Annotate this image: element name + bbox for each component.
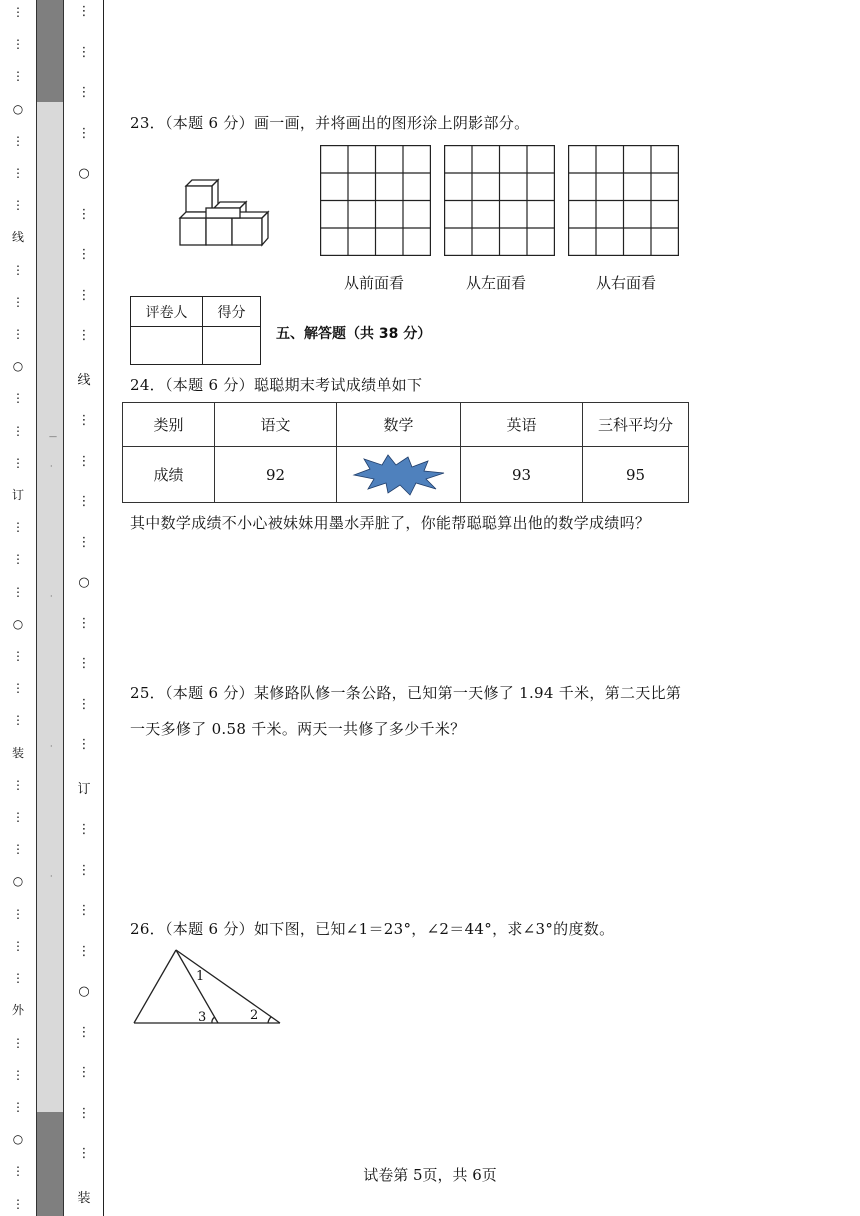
margin-glyph: ⋮ (12, 520, 24, 535)
grid-left-view[interactable] (444, 145, 555, 256)
header-category: 类别 (123, 403, 215, 447)
margin-glyph: ○ (78, 984, 90, 1000)
margin-glyph: ○ (78, 166, 90, 182)
triangle-figure (128, 944, 288, 1030)
margin-glyph: ⋮ (77, 44, 91, 60)
margin-glyph: 订 (77, 781, 91, 797)
margin-glyph: ⋮ (12, 327, 24, 342)
margin-glyph: ⋮ (77, 1105, 91, 1121)
score-cell[interactable] (203, 327, 261, 365)
margin-glyph: ⋮ (77, 453, 91, 469)
margin-glyph: ⋮ (77, 534, 91, 550)
margin-glyph: ⋮ (12, 906, 24, 921)
margin-glyph: ⋮ (77, 615, 91, 631)
margin-glyph: ⋮ (77, 656, 91, 672)
margin-glyph: ⋮ (77, 1146, 91, 1162)
margin-glyph: 订 (11, 488, 24, 503)
strip-mark: · (50, 462, 53, 471)
grid-right-view[interactable] (568, 145, 679, 256)
margin-glyph: ⋮ (12, 294, 24, 309)
caption-right-view: 从右面看 (596, 274, 657, 292)
page-footer: 试卷第 5页，共 6页 (363, 1166, 497, 1184)
margin-glyph: ⋮ (77, 85, 91, 101)
margin-glyph: ⋮ (12, 777, 24, 792)
header-english: 英语 (461, 403, 583, 447)
row-label-score: 成绩 (123, 447, 215, 503)
header-chinese: 语文 (215, 403, 337, 447)
margin-glyph: ⋮ (77, 328, 91, 344)
margin-glyph: ⋮ (12, 1067, 24, 1082)
angle-label-3: 3 (198, 1010, 207, 1025)
cube-figure (176, 178, 272, 248)
header-average: 三科平均分 (583, 403, 689, 447)
margin-glyph: ⋮ (77, 943, 91, 959)
margin-glyph: ⋮ (77, 1065, 91, 1081)
margin-glyph: ⋮ (77, 696, 91, 712)
margin-glyph: ⋮ (77, 1024, 91, 1040)
question-26-text: 26．（本题 6 分）如下图，已知∠1＝23°，∠2＝44°，求∠3°的度数。 (130, 920, 615, 938)
grader-score-box (130, 296, 261, 365)
angle-label-2: 2 (250, 1008, 259, 1023)
margin-glyph: 装 (11, 745, 24, 760)
margin-glyph: ⋮ (12, 1099, 24, 1114)
question-25-line2: 一天多修了 0.58 千米。两天一共修了多少千米？ (130, 720, 466, 738)
margin-glyph: ⋮ (12, 1164, 24, 1179)
margin-glyph: ⋮ (12, 262, 24, 277)
header-math: 数学 (337, 403, 461, 447)
margin-glyph: ⋮ (12, 423, 24, 438)
grader-header: 评卷人 (131, 297, 203, 327)
caption-front-view: 从前面看 (344, 274, 405, 292)
margin-glyph: ⋮ (12, 455, 24, 470)
strip-dark-top (37, 0, 63, 102)
inner-margin-glyphs (64, 0, 104, 1216)
margin-glyph: ⋮ (77, 125, 91, 141)
margin-glyph: 装 (77, 1190, 91, 1206)
binding-gray-strip (36, 0, 64, 1216)
margin-glyph: ⋮ (77, 247, 91, 263)
grid-front-view[interactable] (320, 145, 431, 256)
margin-glyph: ○ (12, 874, 24, 889)
margin-glyph: ⋮ (12, 649, 24, 664)
margin-glyph: ⋮ (77, 413, 91, 429)
margin-glyph: 线 (77, 372, 91, 388)
margin-glyph: ⋮ (12, 198, 24, 213)
question-23-text: 23．（本题 6 分）画一画，并将画出的图形涂上阴影部分。 (130, 114, 530, 132)
margin-glyph: ⋮ (12, 1035, 24, 1050)
margin-glyph: ⋮ (77, 206, 91, 222)
margin-glyph: ⋮ (77, 737, 91, 753)
score-english: 93 (461, 447, 583, 503)
binding-margin-outer (0, 0, 36, 1216)
margin-glyph: ○ (78, 575, 90, 591)
question-25-line1: 25．（本题 6 分）某修路队修一条公路，已知第一天修了 1.94 千米，第二天比第 (130, 684, 682, 702)
margin-glyph: ⋮ (12, 713, 24, 728)
margin-glyph: ⋮ (12, 810, 24, 825)
ink-blot-icon (352, 453, 446, 497)
margin-glyph: ⋮ (12, 69, 24, 84)
strip-mark: — (49, 432, 57, 441)
grades-table (122, 402, 689, 503)
margin-glyph: ⋮ (12, 584, 24, 599)
margin-glyph: ⋮ (12, 37, 24, 52)
strip-mark: · (50, 592, 53, 601)
outer-margin-glyphs (0, 0, 36, 1216)
question-24-text: 24．（本题 6 分）聪聪期末考试成绩单如下 (130, 376, 423, 394)
strip-mark: · (50, 742, 53, 751)
margin-glyph: ⋮ (12, 971, 24, 986)
margin-glyph: ⋮ (12, 166, 24, 181)
margin-glyph: ○ (12, 359, 24, 374)
score-math-blot (337, 447, 461, 503)
margin-glyph: ⋮ (12, 391, 24, 406)
margin-glyph: 外 (11, 1003, 24, 1018)
margin-glyph: ⋮ (12, 938, 24, 953)
margin-glyph: ⋮ (12, 552, 24, 567)
margin-glyph: ○ (12, 1132, 24, 1147)
margin-glyph: ⋮ (77, 862, 91, 878)
margin-glyph: ⋮ (12, 842, 24, 857)
score-header: 得分 (203, 297, 261, 327)
question-24-prompt: 其中数学成绩不小心被妹妹用墨水弄脏了，你能帮聪聪算出他的数学成绩吗？ (130, 514, 651, 532)
margin-glyph: ⋮ (77, 494, 91, 510)
margin-glyph: 线 (11, 230, 24, 245)
margin-glyph: ○ (12, 101, 24, 116)
section-title: 五、解答题（共 38 分） (276, 326, 432, 342)
score-chinese: 92 (215, 447, 337, 503)
margin-glyph: ⋮ (12, 681, 24, 696)
margin-glyph: ⋮ (77, 287, 91, 303)
margin-glyph: ⋮ (77, 4, 91, 19)
angle-label-1: 1 (196, 969, 205, 984)
margin-glyph: ⋮ (12, 133, 24, 148)
binding-margin-inner (64, 0, 104, 1216)
grader-cell[interactable] (131, 327, 203, 365)
score-average: 95 (583, 447, 689, 503)
strip-mark: · (50, 872, 53, 881)
margin-glyph: ⋮ (77, 822, 91, 838)
caption-left-view: 从左面看 (466, 274, 527, 292)
margin-glyph: ○ (12, 616, 24, 631)
margin-glyph: ⋮ (12, 5, 24, 19)
margin-glyph: ⋮ (77, 903, 91, 919)
margin-glyph: ⋮ (12, 1196, 24, 1211)
